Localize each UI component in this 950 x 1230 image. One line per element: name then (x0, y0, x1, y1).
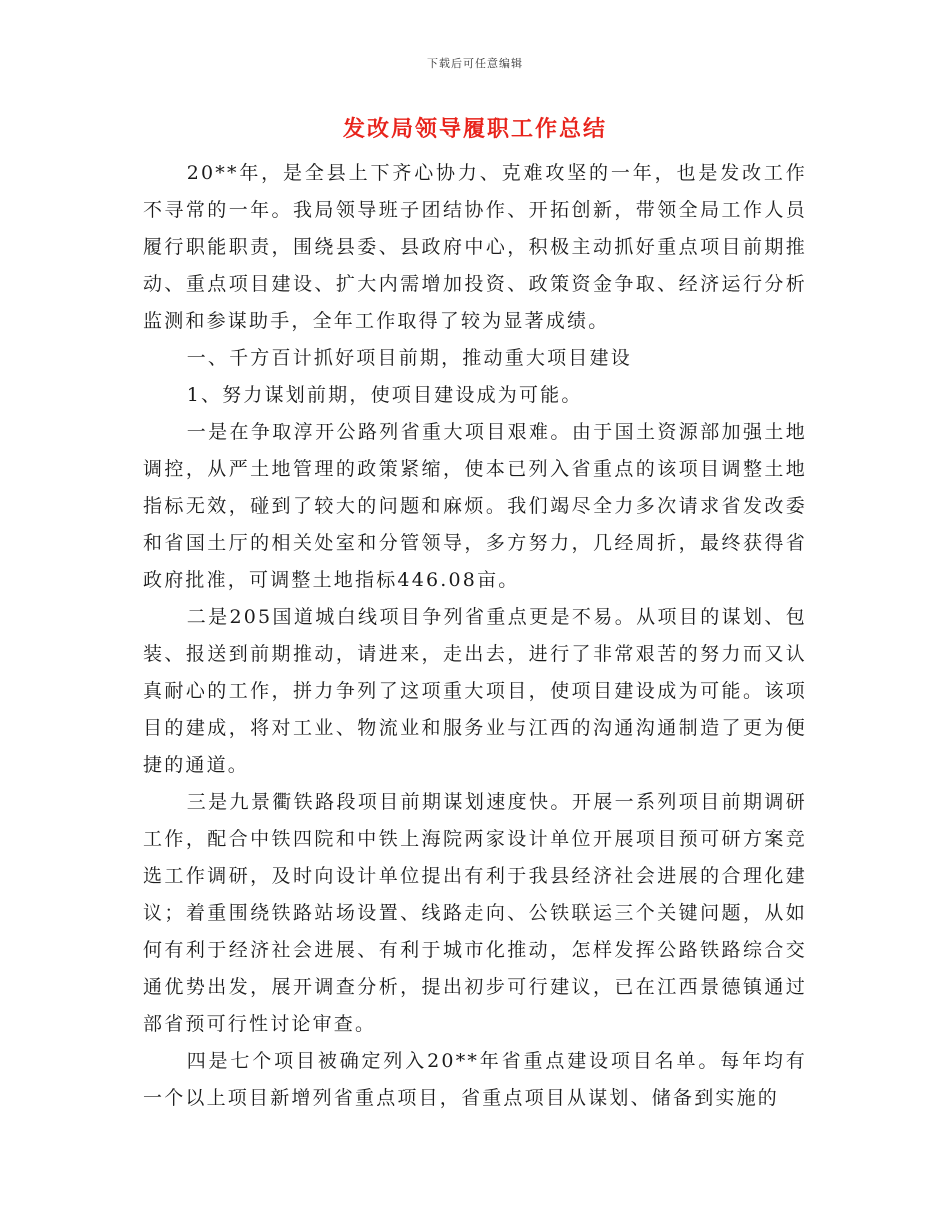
section-heading: 一、千方百计抓好项目前期，推动重大项目建设 (186, 347, 632, 369)
header-note: 下载后可任意编辑 (427, 57, 523, 70)
paragraph-item-4: 四是七个项目被确定列入20**年省重点建设项目名单。每年均有一个以上项目新增列省重点项目，省重点项目从谋划、储备到实施的 (143, 1050, 807, 1109)
document-title: 发改局领导履职工作总结 (342, 116, 607, 142)
subsection-heading: 1、努力谋划前期，使项目建设成为可能。 (186, 384, 583, 406)
paragraph-item-1: 一是在争取淳开公路列省重大项目艰难。由于国土资源部加强土地调控，从严土地管理的政策紧缩，使本已列入省重点的该项目调整土地指标无效，碰到了较大的问题和麻烦。我们竭尽全力多次请求省发改委和省国土厅的相关处室和分管领导，多方努力，几经周折，最终获得省政府批准，可调整土地指标446.08亩。 (143, 421, 807, 591)
paragraph-item-2: 二是205国道城白线项目争列省重点更是不易。从项目的谋划、包装、报送到前期推动，请进来，走出去，进行了非常艰苦的努力而又认真耐心的工作，拼力争列了这项重大项目，使项目建设成为可能。该项目的建成，将对工业、物流业和服务业与江西的沟通沟通制造了更为便捷的通道。 (143, 606, 807, 776)
paragraph-item-3: 三是九景衢铁路段项目前期谋划速度快。开展一系列项目前期调研工作，配合中铁四院和中铁上海院两家设计单位开展项目预可研方案竞选工作调研，及时向设计单位提出有利于我县经济社会进展的合理化建议；着重围绕铁路站场设置、线路走向、公铁联运三个关键问题，从如何有利于经济社会进展、有利于城市化推动，怎样发挥公路铁路综合交通优势出发，展开调查分析，提出初步可行建议，已在江西景德镇通过部省预可行性讨论审查。 (143, 791, 807, 1035)
paragraph-intro: 20**年，是全县上下齐心协力、克难攻坚的一年，也是发改工作不寻常的一年。我局领导班子团结协作、开拓创新，带领全局工作人员履行职能职责，围绕县委、县政府中心，积极主动抓好重点项目前期推动、重点项目建设、扩大内需增加投资、政策资金争取、经济运行分析监测和参谋助手，全年工作取得了较为显著成绩。 (143, 162, 807, 332)
document-body (143, 155, 807, 1117)
